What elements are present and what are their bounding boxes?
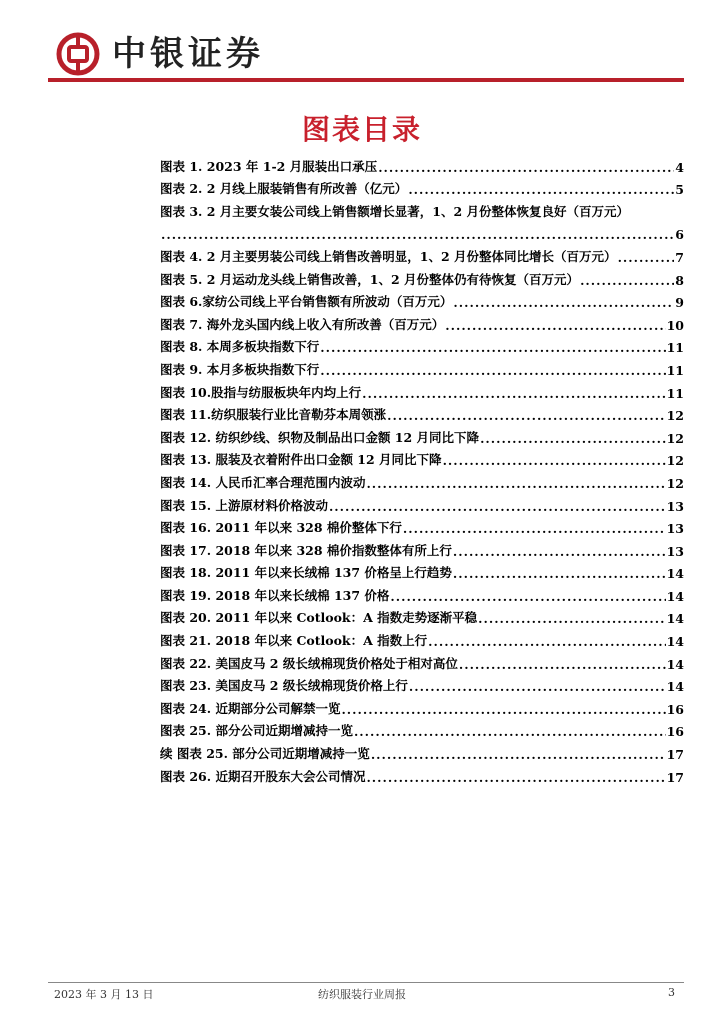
header-divider xyxy=(48,78,684,82)
toc-entry[interactable] xyxy=(160,536,684,559)
toc-entry-page: 14 xyxy=(666,588,684,604)
toc-entry-label: 图表 21. 2018 年以来 Cotlook：A 指数上行 xyxy=(160,633,428,649)
toc-entry-page: 12 xyxy=(666,408,684,424)
toc-leader-dots xyxy=(354,724,666,739)
toc-entry-label: 图表 16. 2011 年以来 328 棉价整体下行 xyxy=(160,520,402,536)
toc-leader-dots xyxy=(387,408,665,423)
toc-leader-dots xyxy=(443,453,666,468)
toc-entry-page: 12 xyxy=(666,453,684,469)
toc-entry[interactable] xyxy=(160,378,684,401)
toc-entry[interactable] xyxy=(160,265,684,288)
footer-page-number: 3 xyxy=(668,986,675,999)
toc-entry-page: 12 xyxy=(666,475,684,491)
toc-entry-page: 13 xyxy=(666,498,684,514)
toc-entry-page: 17 xyxy=(666,769,684,785)
toc-entry-label: 图表 24. 近期部分公司解禁一览 xyxy=(160,700,341,716)
toc-entry[interactable] xyxy=(160,446,684,469)
bank-of-china-logo-icon xyxy=(56,32,100,76)
toc-entry[interactable] xyxy=(160,288,684,311)
toc-leader-dots xyxy=(329,499,666,514)
toc-entry-page: 11 xyxy=(666,362,684,378)
footer-divider xyxy=(48,982,684,983)
toc-entry[interactable] xyxy=(160,423,684,446)
toc-entry[interactable] xyxy=(160,514,684,537)
toc-entry-label: 图表 20. 2011 年以来 Cotlook：A 指数走势逐渐平稳 xyxy=(160,610,478,626)
toc-leader-dots xyxy=(453,566,666,581)
toc-entry-page: 16 xyxy=(666,724,684,740)
toc-entry-label: 图表 15. 上游原材料价格波动 xyxy=(160,497,328,513)
toc-entry-label: 图表 4. 2 月主要男装公司线上销售改善明显，1、2 月份整体同比增长（百万元） xyxy=(160,248,617,264)
toc-leader-dots xyxy=(371,747,666,762)
toc-entry-page: 11 xyxy=(666,385,684,401)
toc-leader-dots xyxy=(390,589,665,604)
toc-entry-label: 图表 22. 美国皮马 2 级长绒棉现货价格处于相对高位 xyxy=(160,655,458,671)
toc-entry-page: 14 xyxy=(666,566,684,582)
toc-entry-label: 图表 8. 本周多板块指数下行 xyxy=(160,339,320,355)
toc-entry[interactable] xyxy=(160,739,684,762)
toc-entry[interactable] xyxy=(160,401,684,424)
toc-entry-page: 13 xyxy=(666,521,684,537)
toc-leader-dots xyxy=(341,702,665,717)
toc-leader-dots xyxy=(459,657,666,672)
toc-entry[interactable] xyxy=(160,491,684,514)
toc-entry[interactable] xyxy=(160,694,684,717)
toc-entry-page: 10 xyxy=(666,317,684,333)
toc-entry-label: 图表 5. 2 月运动龙头线上销售改善，1、2 月份整体仍有待恢复（百万元） xyxy=(160,271,580,287)
toc-entry-page: 14 xyxy=(666,679,684,695)
toc-entry-label: 图表 17. 2018 年以来 328 棉价指数整体有所上行 xyxy=(160,542,452,558)
toc-entry-label: 图表 7. 海外龙头国内线上收入有所改善（百万元） xyxy=(160,316,445,332)
toc-entry[interactable] xyxy=(160,762,684,785)
footer-report-name: 纺织服装行业周报 xyxy=(318,988,406,1001)
toc-entry[interactable] xyxy=(160,672,684,695)
toc-entry-label: 图表 13. 服装及衣着附件出口金额 12 月同比下降 xyxy=(160,452,442,468)
toc-entry[interactable] xyxy=(160,581,684,604)
brand-name: 中银证券 xyxy=(112,34,264,74)
toc-entry[interactable] xyxy=(160,649,684,672)
toc-leader-dots xyxy=(362,386,665,401)
toc-entry[interactable] xyxy=(160,152,684,175)
toc-entry[interactable] xyxy=(160,626,684,649)
toc-leader-dots xyxy=(378,160,674,175)
toc-entry[interactable] xyxy=(160,333,684,356)
toc-leader-dots xyxy=(445,318,665,333)
toc-entry-page: 13 xyxy=(666,543,684,559)
toc-entry-label: 图表 10.股指与纺服板块年内均上行 xyxy=(160,384,362,400)
toc-entry-page: 7 xyxy=(675,249,684,265)
toc-leader-dots xyxy=(428,634,665,649)
toc-entry-label: 图表 23. 美国皮马 2 级长绒棉现货价格上行 xyxy=(160,678,408,694)
toc-leader-dots xyxy=(366,770,665,785)
toc-entry-label: 图表 9. 本月多板块指数下行 xyxy=(160,361,320,377)
toc-leader-dots xyxy=(409,679,666,694)
toc-leader-dots xyxy=(403,521,666,536)
toc-entry[interactable] xyxy=(160,220,684,243)
toc-entry[interactable] xyxy=(160,355,684,378)
brand-logo xyxy=(56,32,264,76)
toc-entry[interactable] xyxy=(160,175,684,198)
toc-entry-label: 图表 18. 2011 年以来长绒棉 137 价格呈上行趋势 xyxy=(160,565,452,581)
toc-entry-page: 11 xyxy=(666,340,684,356)
toc-entry-label: 图表 6.家纺公司线上平台销售额有所波动（百万元） xyxy=(160,294,453,310)
toc-leader-dots xyxy=(366,476,665,491)
toc-entry-label: 图表 11.纺织服装行业比音勒芬本周领涨 xyxy=(160,407,387,423)
toc-entry-page: 14 xyxy=(666,656,684,672)
toc-entry-label: 续 图表 25. 部分公司近期增减持一览 xyxy=(160,746,370,762)
toc-entry[interactable] xyxy=(160,197,684,220)
toc-entry-label: 图表 25. 部分公司近期增减持一览 xyxy=(160,723,353,739)
toc-leader-dots xyxy=(161,227,674,242)
toc-entry-label: 图表 19. 2018 年以来长绒棉 137 价格 xyxy=(160,587,390,603)
toc-title: 图表目录 xyxy=(301,113,422,146)
toc-leader-dots xyxy=(453,544,666,559)
toc-entry[interactable] xyxy=(160,310,684,333)
toc-entry-page: 16 xyxy=(666,701,684,717)
toc-leader-dots xyxy=(480,431,666,446)
toc-entry-page: 14 xyxy=(666,634,684,650)
toc-entry[interactable] xyxy=(160,559,684,582)
toc-leader-dots xyxy=(478,611,665,626)
toc-entry-page: 5 xyxy=(675,182,684,198)
toc-entry-page: 17 xyxy=(666,747,684,763)
footer-date: 2023 年 3 月 13 日 xyxy=(54,988,154,1001)
toc-leader-dots xyxy=(453,295,674,310)
page-header xyxy=(48,26,684,82)
toc-entry-label: 图表 12. 纺织纱线、织物及制品出口金额 12 月同比下降 xyxy=(160,429,480,445)
toc-entry[interactable] xyxy=(160,468,684,491)
toc-entry-label: 图表 26. 近期召开股东大会公司情况 xyxy=(160,768,366,784)
toc-entry-label: 图表 14. 人民币汇率合理范围内波动 xyxy=(160,474,366,490)
toc-entry-page: 6 xyxy=(675,227,684,243)
toc-entry-page: 12 xyxy=(666,430,684,446)
toc-entry-page: 4 xyxy=(675,159,684,175)
toc-entry[interactable] xyxy=(160,242,684,265)
toc-entry-page: 14 xyxy=(666,611,684,627)
toc-entry-label: 图表 2. 2 月线上服装销售有所改善（亿元） xyxy=(160,181,408,197)
toc-leader-dots xyxy=(580,273,674,288)
toc-leader-dots xyxy=(320,340,665,355)
toc-list xyxy=(160,152,684,785)
toc-leader-dots xyxy=(408,182,674,197)
toc-entry[interactable] xyxy=(160,717,684,740)
toc-entry[interactable] xyxy=(160,604,684,627)
toc-entry-label: 图表 1. 2023 年 1-2 月服装出口承压 xyxy=(160,158,378,174)
toc-leader-dots xyxy=(618,250,675,265)
toc-leader-dots xyxy=(320,363,665,378)
toc-entry-page: 9 xyxy=(675,295,684,311)
toc-entry-label: 图表 3. 2 月主要女装公司线上销售额增长显著，1、2 月份整体恢复良好（百万元） xyxy=(160,203,630,219)
toc-entry-page: 8 xyxy=(675,272,684,288)
